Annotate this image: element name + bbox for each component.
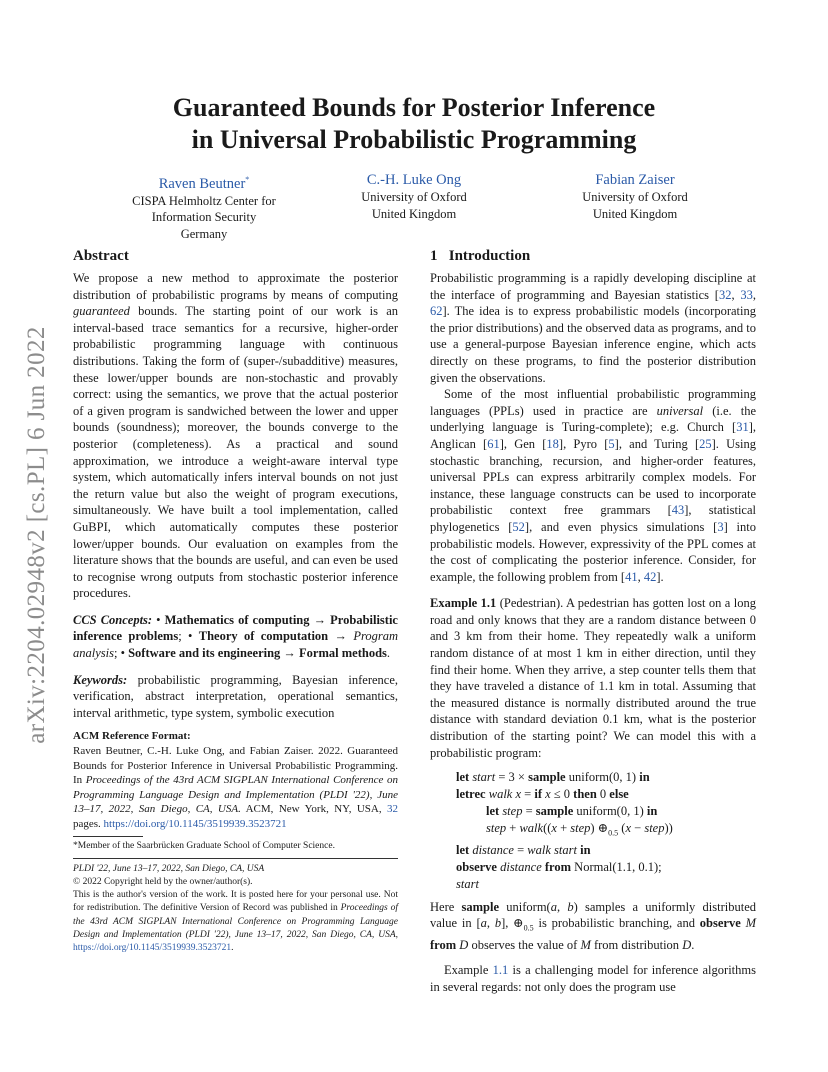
arxiv-sidebar-stamp: arXiv:2204.02948v2 [cs.PL] 6 Jun 2022 [23, 326, 50, 744]
author-name[interactable]: Fabian Zaiser [595, 172, 675, 188]
right-column [430, 246, 756, 995]
doi-link[interactable]: https://doi.org/10.1145/3519939.3523721 [103, 818, 287, 830]
code-listing: let start = 3 × sample uniform(0, 1) in letrec walk x = if x ≤ 0 then 0 else let step = sample uniform(0, 1) in step + walk((x + step) $\oplus_{0.5}$ (x − step)) let distance = walk start in observe distance from Normal(1.1, 0.1); start [456, 770, 673, 891]
author-name[interactable]: Raven Beutner [158, 175, 246, 192]
code-explanation: Here sample uniform(a, b) samples a uniformly distributed value in [a, b], $\oplus_{0.5}$ is probabilistic branching, and observe M from D observes the value of M from distribution D. [430, 899, 757, 953]
copyright-block: PLDI '22, June 13–17, 2022, San Diego, CA, USA © 2022 Copyright held by the owner/author(s). This is the author's version of the work. It is posted here for your personal use. Not for redistribution. The definitive Version of Record was published in Proceedings of the 43rd ACM SIGPLAN International Conference on Programming Language Design and Implementation (PLDI '22), June 13–17, 2022, San Diego, CA, USA, https://doi.org/10.1145/3519939.3523721. [73, 863, 398, 954]
acm-reference: ACM Reference Format: Raven Beutner, C.-H. Luke Ong, and Fabian Zaiser. 2022. Guaranteed Bounds for Posterior Inference in Universal Probabilistic Programming. In Proceedings of the 43rd ACM SIGPLAN International Conference on Programming Language Design and Implementation (PLDI '22), June 13–17, 2022, San Diego, CA, USA. ACM, New York, NY, USA, 32 pages. https://doi.org/10.1145/3519939.3523721 *Member of the Saarbrücken Graduate School of Computer Science. PLDI '22, June 13–17, 2022, San Diego, CA, USA © 2022 Copyright held by the owner/author(s). This is the author's version of the work. It is posted here for your personal use. Not for redistribution. The definitive Version of Record was published in Proceedings of the 43rd ACM SIGPLAN International Conference on Programming Language Design and Implementation (PLDI '22), June 13–17, 2022, San Diego, CA, USA, https://doi.org/10.1145/3519939.3523721. [73, 729, 398, 955]
closing-paragraph: Example 1.1 is a challenging model for inference algorithms in several regards: not only does the program use [430, 963, 756, 994]
doi-link[interactable]: https://doi.org/10.1145/3519939.3523721 [73, 943, 232, 954]
left-column [73, 246, 398, 955]
section-heading: 1 Introduction [430, 248, 531, 264]
author-block-1: Raven Beutner* CISPA Helmholtz Center for Information Security Germany [132, 175, 276, 241]
intro-paragraph-1: Probabilistic programming is a rapidly developing discipline at the interface of programming and Bayesian statistics [32, 33, 62]. The idea is to express probabilistic models (incorporating the prior distributions) and the observed data as programs, and to use a general-purpose Bayesian inference engine, which acts directly on these programs, to find the posterior distribution given the observations. [430, 271, 756, 385]
pages-link[interactable]: 32 [387, 803, 398, 816]
paper-title: Guaranteed Bounds for Posterior Inference in Universal Probabilistic Programming [172, 93, 656, 154]
keywords: Keywords: probabilistic programming, Bayesian inference, verification, abstract interpretation, operational semantics, interval arithmetic, type system, symbolic execution [73, 672, 398, 720]
author-block-3: Fabian Zaiser University of Oxford United Kingdom [525, 171, 745, 222]
example-paragraph: Example 1.1 (Pedestrian). A pedestrian has gotten lost on a long road and only knows that they are a random distance between 0 and 3 km from their home. They repeatedly walk a uniform random distance of at most 1 km in either direction, until they find their home. When they arrive, a step counter tells them that they have traveled a distance of 1.1 km in total. Assuming that the measured distance is normally distributed around the true distance with standard deviation 0.1 km, what is the posterior distribution of the starting point? We can model this with a probabilistic program: [430, 596, 756, 760]
intro-paragraph-2: Some of the most influential probabilistic programming languages (PPLs) used in practice are universal (i.e. the underlying language is Turing-complete); e.g. Church [31], Anglican [61], Gen [18], Pyro [5], and Turing [25]. Using stochastic branching, recursion, and higher-order features, universal PPLs can express arbitrarily complex models. For instance, these language constructs can be used to incorporate probabilistic context free grammars [43], statistical phylogenetics [52], and even physics simulations [3] into probabilistic models. However, expressivity of the PPL comes at the cost of complicating the posterior inference. Consider, for example, the following problem from [41, 42]. [430, 387, 757, 584]
footnote: *Member of the Saarbrücken Graduate School of Computer Science. [73, 840, 335, 851]
author-name[interactable]: C.-H. Luke Ong [366, 172, 462, 188]
author-block-2: C.-H. Luke Ong University of Oxford United Kingdom [304, 171, 524, 222]
ccs-concepts: CCS Concepts: • Mathematics of computing → Probabilistic inference problems; • Theory of computation → Program analysis; • Software and its engineering → Formal methods. [73, 612, 399, 661]
abstract-text: We propose a new method to approximate the posterior distribution of probabilistic programs by means of computing guaranteed bounds. The starting point of our work is an interval-based trace semantics for a recursive, higher-order probabilistic programming language with continuous distributions. Taking the form of (super-/subadditive) measures, these lower/upper bounds are non-stochastic and provably correct: using the semantics, we prove that the actual posterior of a given program is sandwiched between the lower and upper bounds (soundness); moreover, the bounds converge to the posterior (completeness). As a practical and sound approximation, we introduce a weight-aware interval type system, which automatically infers interval bounds on not just the return value but also the weight of program executions, simultaneously. We have built a tool implementation, called GuBPI, which automatically computes these posterior lower/upper bounds. Our evaluation on examples from the literature shows that the bounds are useful, and can even be used to recognise wrong outputs from stochastic posterior inference procedures. [73, 271, 398, 601]
abstract-heading: Abstract [73, 248, 129, 264]
